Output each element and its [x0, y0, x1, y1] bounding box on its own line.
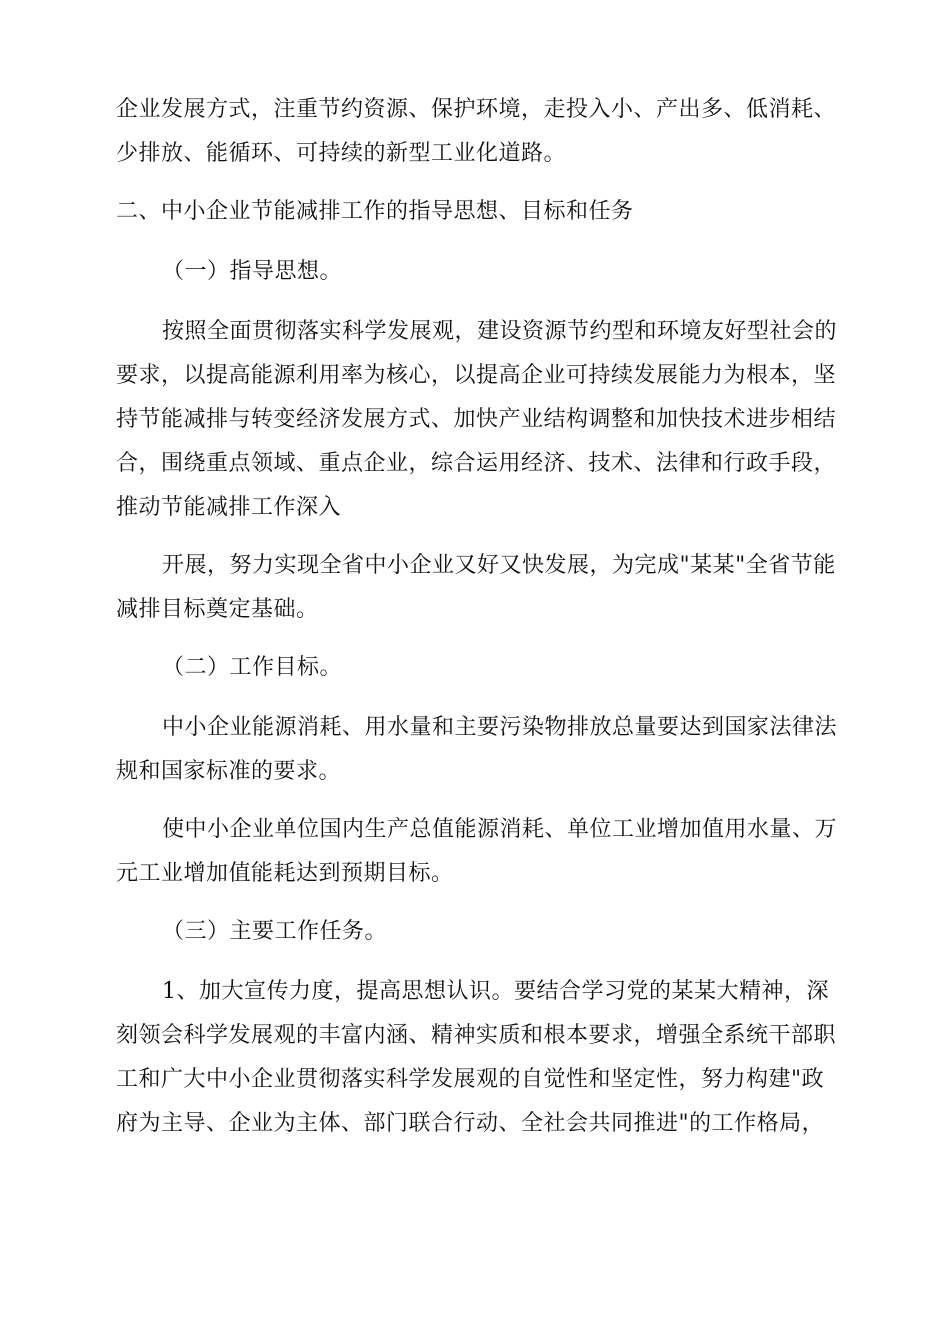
subheading-guiding-ideology — [116, 250, 836, 294]
text-line: 元工业增加值能耗达到预期目标。 — [116, 861, 454, 886]
subheading-text: （一）指导思想。 — [162, 259, 343, 284]
text-line: 要求，以提高能源利用率为核心，以提高企业可持续发展能力为根本，坚 — [116, 363, 837, 388]
heading-text: 二、中小企业节能减排工作的指导思想、目标和任务 — [116, 199, 634, 224]
text-line: 府为主导、企业为主体、部门联合行动、全社会共同推进"的工作格局， — [116, 1111, 825, 1136]
text-line: 1、加大宣传力度，提高思想认识。要结合学习党的某某大精神，深 — [162, 979, 829, 1004]
text-line: 企业发展方式，注重节约资源、保护环境，走投入小、产出多、低消耗、 — [116, 97, 837, 122]
paragraph-work-goals-2 — [116, 808, 836, 896]
text-line: 工和广大中小企业贯彻落实科学发展观的自觉性和坚定性，努力构建"政 — [116, 1067, 825, 1092]
paragraph-development-mode — [116, 88, 836, 176]
text-line: 规和国家标准的要求。 — [116, 759, 342, 784]
subheading-main-tasks — [116, 910, 836, 954]
paragraph-guiding-ideology — [116, 310, 836, 530]
section-heading-2 — [116, 190, 836, 234]
subheading-text: （二）工作目标。 — [162, 655, 343, 680]
paragraph-continuation — [116, 544, 836, 632]
paragraph-work-goals-1 — [116, 706, 836, 794]
text-line: 中小企业能源消耗、用水量和主要污染物排放总量要达到国家法律法 — [162, 715, 838, 740]
text-line: 开展，努力实现全省中小企业又好又快发展，为完成"某某"全省节能 — [162, 553, 836, 578]
text-line: 减排目标奠定基础。 — [116, 597, 319, 622]
subheading-work-goals — [116, 646, 836, 690]
text-line: 按照全面贯彻落实科学发展观，建设资源节约型和环境友好型社会的 — [162, 319, 838, 344]
text-line: 合，围绕重点领域、重点企业，综合运用经济、技术、法律和行政手段， — [116, 451, 837, 476]
text-line: 推动节能减排工作深入 — [116, 495, 342, 520]
text-line: 使中小企业单位国内生产总值能源消耗、单位工业增加值用水量、万 — [162, 817, 838, 842]
subheading-text: （三）主要工作任务。 — [162, 919, 388, 944]
text-line: 持节能减排与转变经济发展方式、加快产业结构调整和加快技术进步相结 — [116, 407, 837, 432]
text-line: 刻领会科学发展观的丰富内涵、精神实质和根本要求，增强全系统干部职 — [116, 1023, 837, 1048]
text-line: 少排放、能循环、可持续的新型工业化道路。 — [116, 141, 567, 166]
paragraph-task-1 — [116, 970, 836, 1146]
